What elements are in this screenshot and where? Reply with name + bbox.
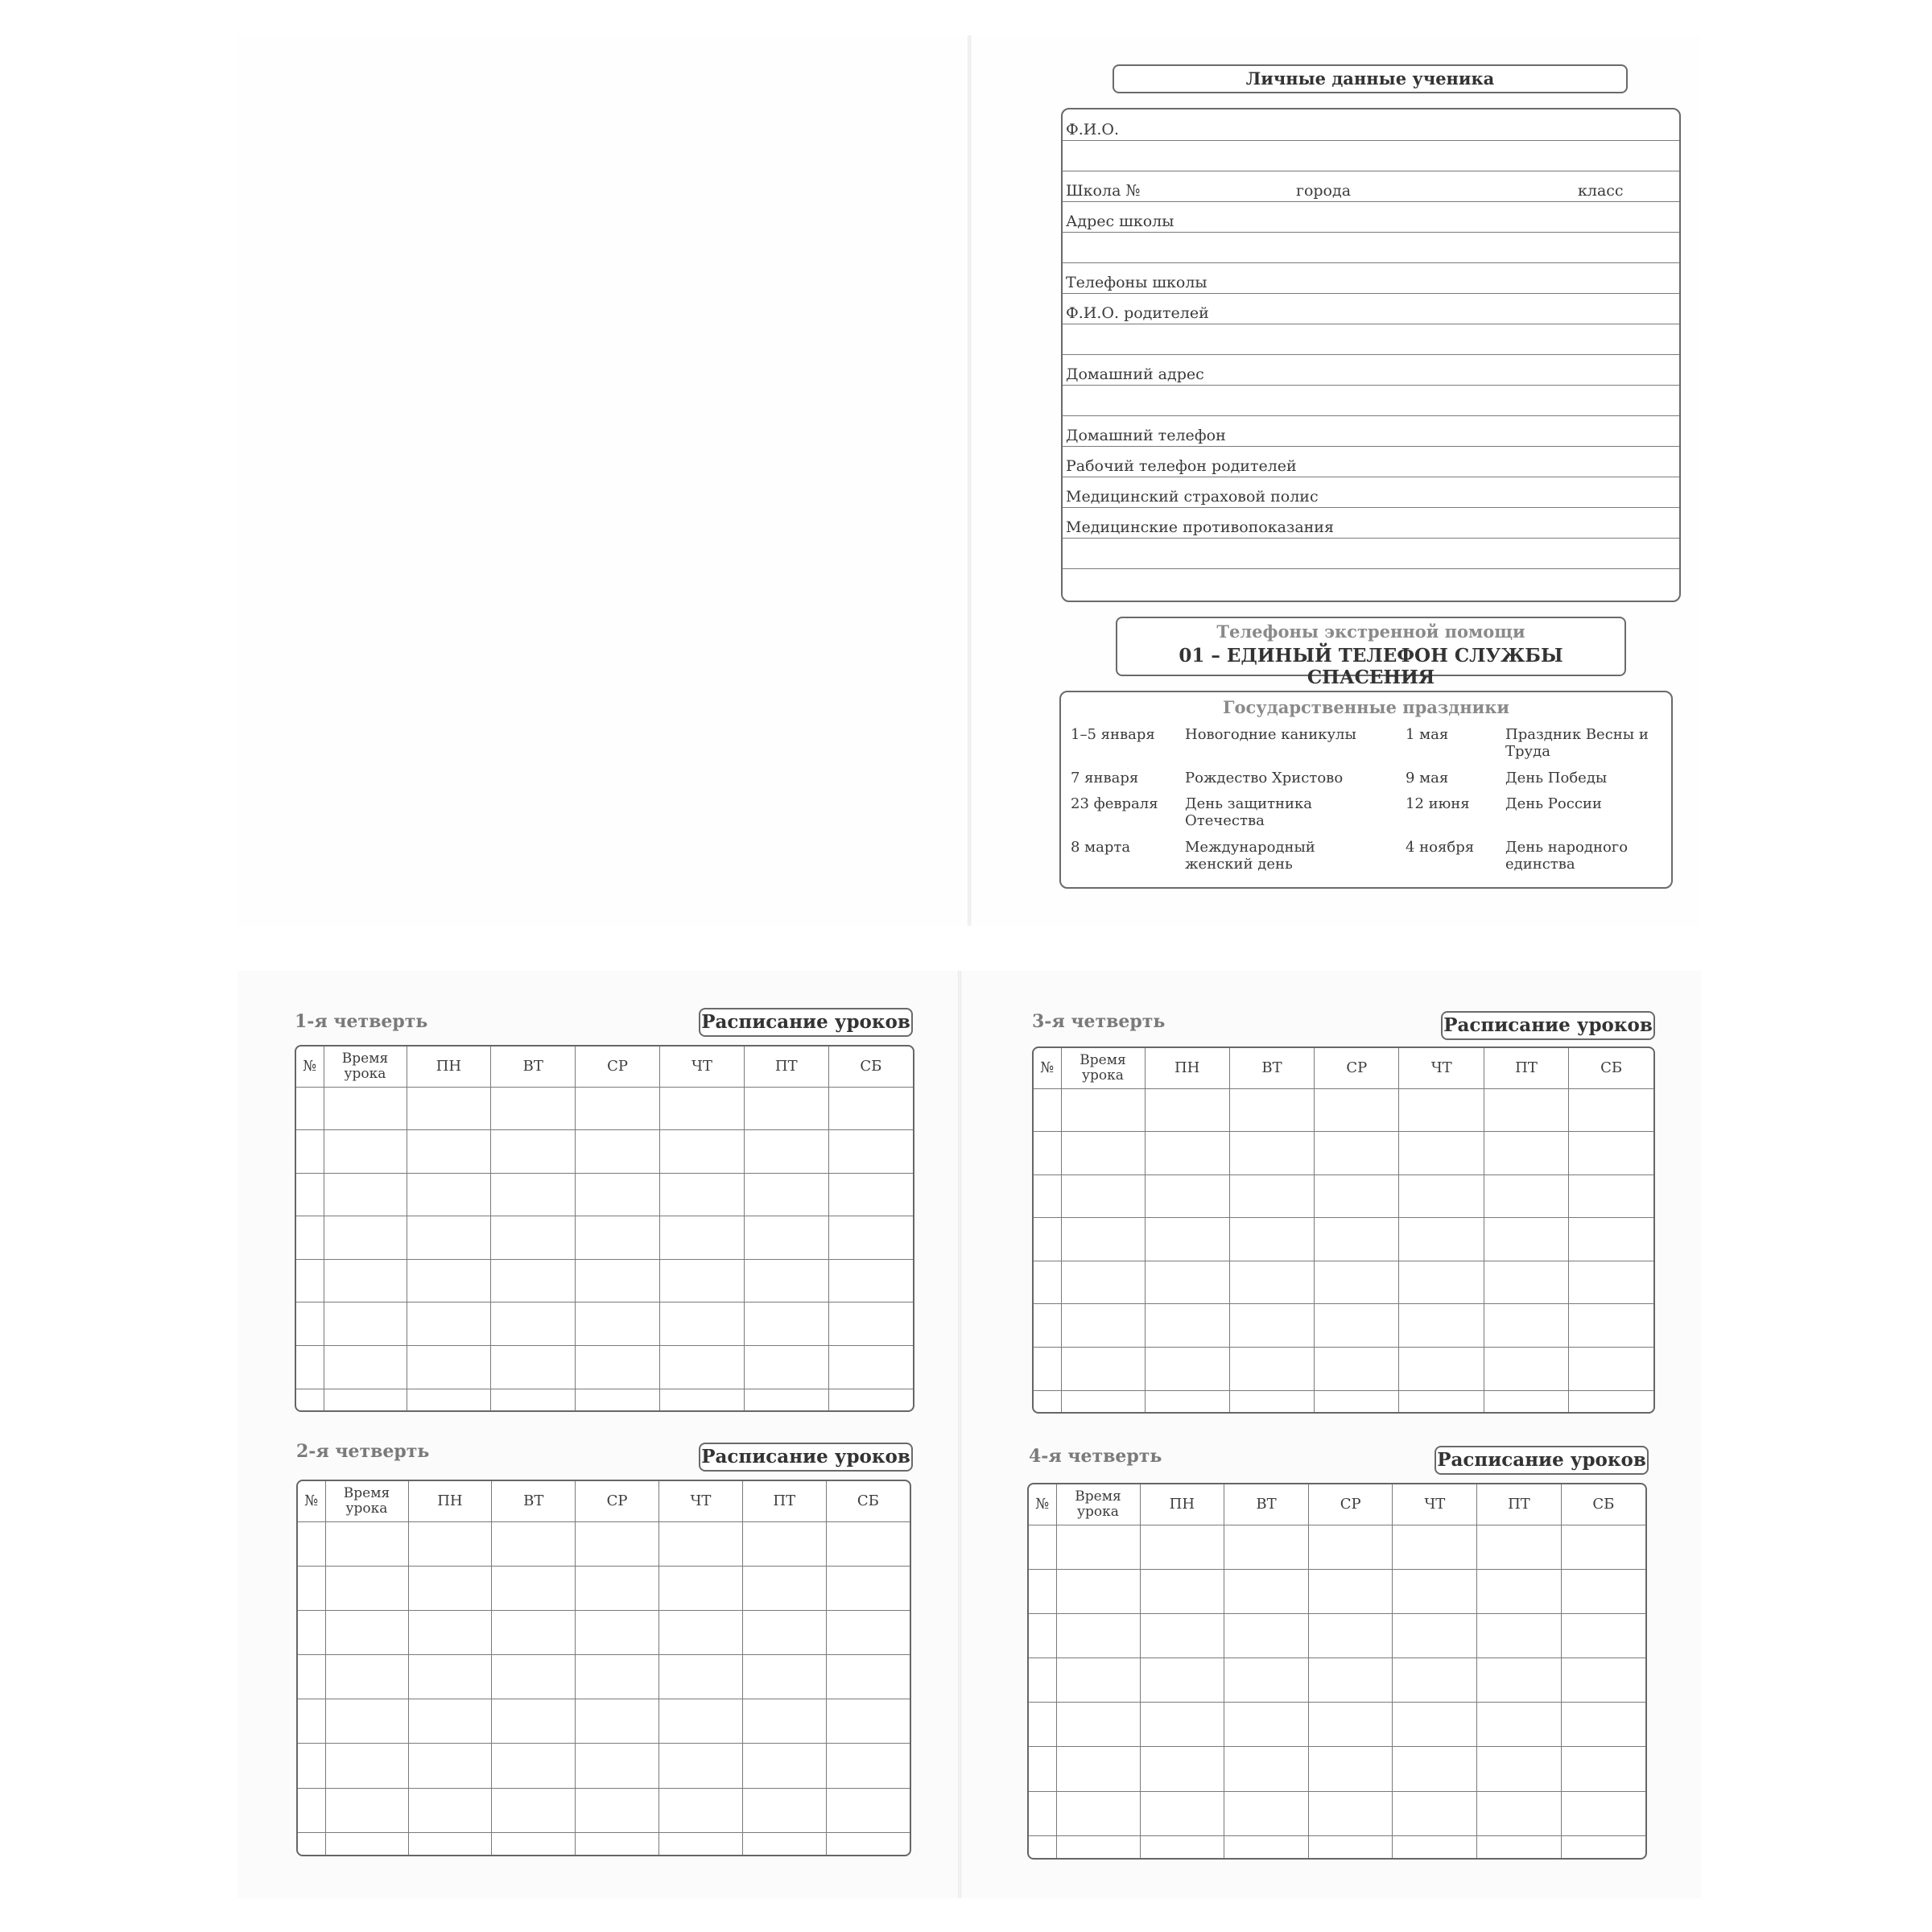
col-tue: ВТ bbox=[492, 1481, 576, 1521]
col-thu: ЧТ bbox=[658, 1481, 742, 1521]
holiday-name: День защитника Отечества bbox=[1185, 795, 1313, 829]
schedule-table-q3 bbox=[1032, 1046, 1655, 1414]
col-thu: ЧТ bbox=[1399, 1048, 1484, 1088]
label-class: класс bbox=[1578, 182, 1624, 200]
col-tue: ВТ bbox=[1224, 1484, 1309, 1525]
col-mon: ПН bbox=[408, 1481, 492, 1521]
col-fri: ПТ bbox=[744, 1046, 828, 1087]
schedule-table-q4 bbox=[1027, 1483, 1647, 1860]
emergency-title: Телефоны экстренной помощи bbox=[1216, 621, 1525, 642]
col-num: № bbox=[1029, 1484, 1056, 1525]
quarter-label: 1-я четверть bbox=[295, 1011, 428, 1032]
label-parents-fio: Ф.И.О. родителей bbox=[1066, 304, 1209, 322]
schedule-title: Расписание уроков bbox=[1435, 1446, 1649, 1475]
col-time: Время урока bbox=[325, 1481, 408, 1521]
schedule-table-q1 bbox=[295, 1045, 914, 1412]
label-parents-work-phone: Рабочий телефон родителей bbox=[1066, 457, 1297, 475]
holiday-name: День России bbox=[1505, 795, 1602, 812]
quarter-label: 4-я четверть bbox=[1029, 1446, 1162, 1467]
holiday-name: Международный женский день bbox=[1185, 839, 1315, 873]
holiday-name: Новогодние каникулы bbox=[1185, 726, 1356, 743]
holiday-date: 23 февраля bbox=[1071, 795, 1158, 812]
col-sat: СБ bbox=[1561, 1484, 1645, 1525]
col-sat: СБ bbox=[1569, 1048, 1653, 1088]
personal-data-title: Личные данные ученика bbox=[1113, 64, 1628, 93]
holiday-date: 8 марта bbox=[1071, 839, 1131, 856]
schedule-title: Расписание уроков bbox=[699, 1008, 913, 1037]
col-time: Время урока bbox=[1056, 1484, 1140, 1525]
schedule-title: Расписание уроков bbox=[1441, 1011, 1655, 1040]
col-mon: ПН bbox=[1140, 1484, 1224, 1525]
emergency-box bbox=[1116, 617, 1626, 688]
page-fold bbox=[968, 35, 971, 926]
col-num: № bbox=[1034, 1048, 1061, 1088]
schedule-table-q2 bbox=[296, 1480, 911, 1856]
col-sat: СБ bbox=[828, 1046, 913, 1087]
col-mon: ПН bbox=[407, 1046, 491, 1087]
label-home-address: Домашний адрес bbox=[1066, 365, 1204, 383]
schedule-title: Расписание уроков bbox=[699, 1443, 913, 1472]
col-tue: ВТ bbox=[491, 1046, 576, 1087]
col-fri: ПТ bbox=[1477, 1484, 1562, 1525]
emergency-main: 01 – ЕДИНЫЙ ТЕЛЕФОН СЛУЖБЫ СПАСЕНИЯ bbox=[1179, 645, 1563, 688]
page-fold bbox=[958, 971, 961, 1898]
col-time: Время урока bbox=[324, 1046, 407, 1087]
col-tue: ВТ bbox=[1229, 1048, 1314, 1088]
holiday-date: 12 июня bbox=[1406, 795, 1470, 812]
label-school-address: Адрес школы bbox=[1066, 213, 1174, 230]
col-wed: СР bbox=[576, 1046, 660, 1087]
col-wed: СР bbox=[576, 1481, 659, 1521]
holidays-box bbox=[1059, 691, 1673, 889]
col-fri: ПТ bbox=[742, 1481, 826, 1521]
quarter-label: 2-я четверть bbox=[296, 1441, 430, 1462]
col-thu: ЧТ bbox=[659, 1046, 744, 1087]
col-time: Время урока bbox=[1061, 1048, 1145, 1088]
col-mon: ПН bbox=[1145, 1048, 1229, 1088]
col-wed: СР bbox=[1308, 1484, 1393, 1525]
quarter-label: 3-я четверть bbox=[1032, 1011, 1166, 1032]
holiday-date: 7 января bbox=[1071, 770, 1139, 786]
label-contraindications: Медицинские противопоказания bbox=[1066, 518, 1334, 536]
holiday-date: 4 ноября bbox=[1406, 839, 1475, 856]
col-sat: СБ bbox=[826, 1481, 910, 1521]
col-wed: СР bbox=[1315, 1048, 1399, 1088]
blank-left-page bbox=[237, 35, 968, 926]
col-num: № bbox=[296, 1046, 324, 1087]
label-school: Школа № bbox=[1066, 182, 1141, 200]
holiday-name: Рождество Христово bbox=[1185, 770, 1344, 786]
col-thu: ЧТ bbox=[1393, 1484, 1477, 1525]
holiday-date: 9 мая bbox=[1406, 770, 1449, 786]
label-fio: Ф.И.О. bbox=[1066, 121, 1120, 138]
label-home-phone: Домашний телефон bbox=[1066, 427, 1226, 444]
holiday-name: Праздник Весны и Труда bbox=[1505, 726, 1649, 760]
holiday-date: 1 мая bbox=[1406, 726, 1449, 743]
holiday-date: 1–5 января bbox=[1071, 726, 1155, 743]
holidays-title: Государственные праздники bbox=[1223, 697, 1509, 717]
holiday-name: День народного единства bbox=[1505, 839, 1629, 873]
holiday-name: День Победы bbox=[1505, 770, 1608, 786]
label-city: города bbox=[1296, 182, 1352, 200]
col-fri: ПТ bbox=[1484, 1048, 1568, 1088]
label-insurance: Медицинский страховой полис bbox=[1066, 488, 1319, 506]
col-num: № bbox=[298, 1481, 325, 1521]
personal-data-form bbox=[1061, 108, 1681, 602]
label-school-phones: Телефоны школы bbox=[1066, 274, 1208, 291]
